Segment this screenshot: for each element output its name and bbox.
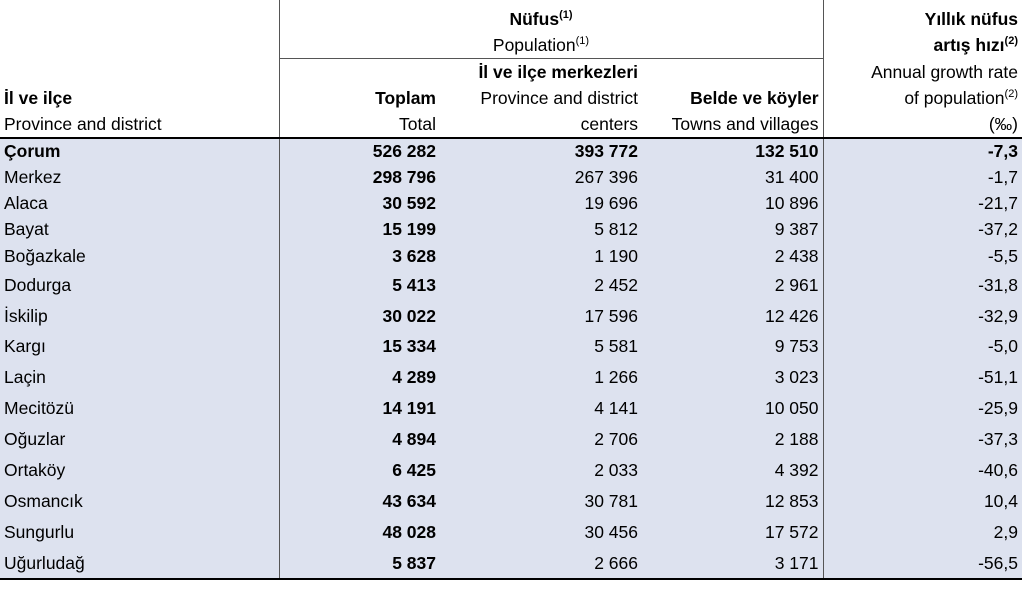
growth-rate-cell: -37,3: [823, 424, 1022, 455]
growth-rate-cell: -21,7: [823, 190, 1022, 216]
district-name-cell: Boğazkale: [0, 242, 279, 270]
table-row: [0, 164, 1022, 190]
table-row: [0, 548, 1022, 579]
district-name-cell: Alaca: [0, 190, 279, 216]
villages-cell: 2 438: [642, 242, 823, 270]
table-row: [0, 331, 1022, 362]
belde-header-en: Towns and villages: [642, 111, 823, 138]
total-cell: 526 282: [279, 138, 440, 164]
total-cell: 298 796: [279, 164, 440, 190]
villages-cell: 132 510: [642, 138, 823, 164]
villages-cell: 4 392: [642, 455, 823, 486]
total-cell: 4 894: [279, 424, 440, 455]
district-name-cell: Dodurga: [0, 270, 279, 301]
growth-rate-cell: -5,0: [823, 331, 1022, 362]
centers-cell: 19 696: [440, 190, 642, 216]
growth-rate-cell: 10,4: [823, 486, 1022, 517]
table-row: [0, 455, 1022, 486]
centers-cell: 1 190: [440, 242, 642, 270]
centers-cell: 267 396: [440, 164, 642, 190]
growth-rate-cell: -7,3: [823, 138, 1022, 164]
centers-cell: 30 781: [440, 486, 642, 517]
table-body: [0, 138, 1022, 579]
table-row: [0, 216, 1022, 242]
merkez-header-en2: centers: [440, 111, 642, 138]
total-cell: 48 028: [279, 517, 440, 548]
centers-cell: 5 812: [440, 216, 642, 242]
villages-cell: 2 961: [642, 270, 823, 301]
centers-cell: 393 772: [440, 138, 642, 164]
district-name-cell: Osmancık: [0, 486, 279, 517]
district-name-cell: Bayat: [0, 216, 279, 242]
centers-cell: 2 706: [440, 424, 642, 455]
villages-cell: 3 023: [642, 362, 823, 393]
centers-cell: 4 141: [440, 393, 642, 424]
growth-rate-cell: -40,6: [823, 455, 1022, 486]
table-row: [0, 190, 1022, 216]
total-cell: 14 191: [279, 393, 440, 424]
growth-rate-cell: -5,5: [823, 242, 1022, 270]
total-cell: 6 425: [279, 455, 440, 486]
belde-header-tr: Belde ve köyler: [690, 88, 819, 108]
total-cell: 5 413: [279, 270, 440, 301]
population-header: Population$^{(1)}$: [440, 32, 642, 59]
table-row: [0, 242, 1022, 270]
yillik-header-line1: Yıllık nüfus: [823, 0, 1022, 32]
district-name-cell: Sungurlu: [0, 517, 279, 548]
annual-header-line1: Annual growth rate: [823, 59, 1022, 86]
unit-header: (‰): [823, 111, 1022, 138]
growth-rate-cell: -32,9: [823, 301, 1022, 331]
district-name-cell: İskilip: [0, 301, 279, 331]
villages-cell: 17 572: [642, 517, 823, 548]
villages-cell: 2 188: [642, 424, 823, 455]
district-name-cell: Mecitözü: [0, 393, 279, 424]
total-cell: 30 022: [279, 301, 440, 331]
il-ilce-header-en: Province and district: [0, 111, 279, 138]
growth-rate-cell: -1,7: [823, 164, 1022, 190]
table-row: [0, 517, 1022, 548]
district-name-cell: Kargı: [0, 331, 279, 362]
villages-cell: 31 400: [642, 164, 823, 190]
nufus-header: Nüfus$^{(1)}$: [509, 9, 573, 29]
villages-cell: 10 896: [642, 190, 823, 216]
header-empty-cell: [0, 0, 279, 32]
total-cell: 3 628: [279, 242, 440, 270]
table-row: [0, 270, 1022, 301]
centers-cell: 1 266: [440, 362, 642, 393]
district-name-cell: Merkez: [0, 164, 279, 190]
villages-cell: 9 387: [642, 216, 823, 242]
yillik-header-line2: artış hızı$^{(2)}$: [823, 32, 1022, 59]
table-row: [0, 424, 1022, 455]
table-row: [0, 301, 1022, 331]
villages-cell: 10 050: [642, 393, 823, 424]
annual-header-line2: of population$^{(2)}$: [823, 85, 1022, 111]
total-cell: 5 837: [279, 548, 440, 579]
centers-cell: 5 581: [440, 331, 642, 362]
villages-cell: 9 753: [642, 331, 823, 362]
growth-rate-cell: -25,9: [823, 393, 1022, 424]
growth-rate-cell: -51,1: [823, 362, 1022, 393]
district-name-cell: Laçin: [0, 362, 279, 393]
centers-cell: 2 033: [440, 455, 642, 486]
district-name-cell: Çorum: [0, 138, 279, 164]
villages-cell: 12 853: [642, 486, 823, 517]
total-cell: 4 289: [279, 362, 440, 393]
table-row: [0, 486, 1022, 517]
merkez-header-en1: Province and district: [480, 88, 638, 108]
table-row: [0, 138, 1022, 164]
table-header: [0, 0, 1022, 138]
toplam-header-en: Total: [279, 111, 440, 138]
villages-cell: 3 171: [642, 548, 823, 579]
table-row: [0, 362, 1022, 393]
centers-cell: 17 596: [440, 301, 642, 331]
growth-rate-cell: -37,2: [823, 216, 1022, 242]
villages-cell: 12 426: [642, 301, 823, 331]
merkez-header-tr: İl ve ilçe merkezleri: [478, 62, 638, 82]
centers-cell: 2 666: [440, 548, 642, 579]
growth-rate-cell: 2,9: [823, 517, 1022, 548]
growth-rate-cell: -31,8: [823, 270, 1022, 301]
total-cell: 43 634: [279, 486, 440, 517]
total-cell: 15 334: [279, 331, 440, 362]
il-ilce-header-tr: İl ve ilçe: [4, 88, 73, 108]
growth-rate-cell: -56,5: [823, 548, 1022, 579]
centers-cell: 2 452: [440, 270, 642, 301]
total-cell: 15 199: [279, 216, 440, 242]
district-name-cell: Uğurludağ: [0, 548, 279, 579]
total-cell: 30 592: [279, 190, 440, 216]
centers-cell: 30 456: [440, 517, 642, 548]
table-row: [0, 393, 1022, 424]
district-name-cell: Oğuzlar: [0, 424, 279, 455]
district-name-cell: Ortaköy: [0, 455, 279, 486]
toplam-header-tr: Toplam: [279, 85, 440, 111]
